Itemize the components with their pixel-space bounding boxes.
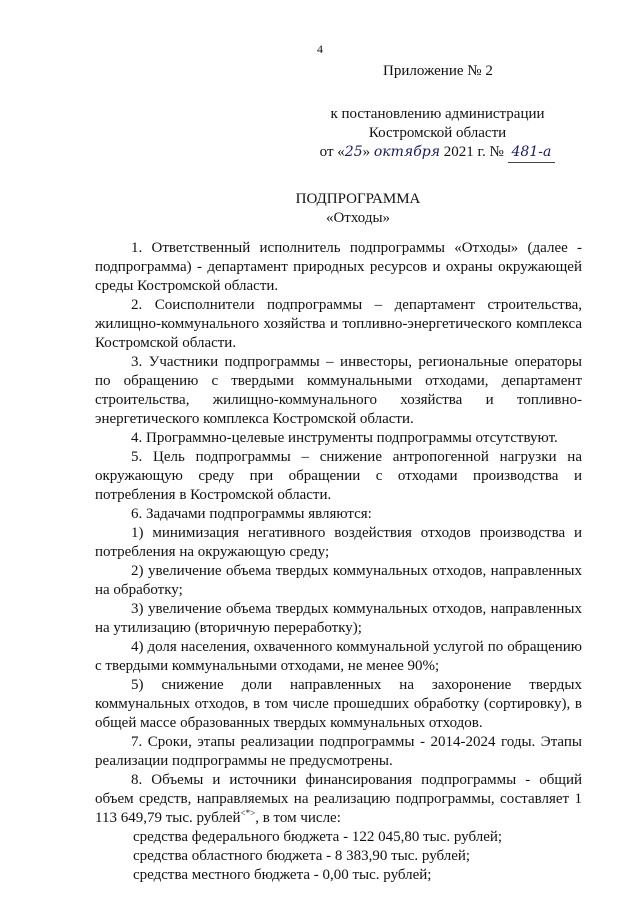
money-line-federal: средства федерального бюджета - 122 045,80 тыс. рублей; (133, 829, 503, 845)
date-prefix: от « (319, 144, 345, 160)
date-day-handwritten: 25 (344, 144, 363, 160)
financing-text-end: , в том числе: (255, 810, 341, 826)
paragraph: 3) увеличение объема твердых коммунальных отходов, направленных на утилизацию (вторичную переработку); (95, 601, 582, 636)
title-main: ПОДПРОГРАММА (295, 191, 421, 207)
decree-reference (300, 105, 575, 163)
paragraph: 2) увеличение объема твердых коммунальных отходов, направленных на обработку; (95, 563, 582, 598)
date-year: 2021 г. № (443, 144, 504, 160)
paragraph: 4) доля населения, охваченного коммунальной услугой по обращению с твердыми коммунальными отходами, не менее 90%; (95, 639, 582, 674)
decree-ref-line-1: к постановлению администрации (330, 106, 545, 122)
paragraph: 4. Программно-целевые инструменты подпрограммы отсутствуют. (131, 430, 558, 446)
page-number: 4 (317, 42, 323, 56)
title-sub: «Отходы» (325, 210, 391, 226)
paragraph: 7. Сроки, этапы реализации подпрограммы - 2014-2024 годы. Этапы реализации подпрограммы не предусмотрены. (95, 734, 582, 769)
paragraph: 1) минимизация негативного воздействия отходов производства и потребления на окружающую среду; (95, 525, 582, 560)
money-line-regional: средства областного бюджета - 8 383,90 тыс. рублей; (133, 848, 471, 864)
paragraph: 6. Задачами подпрограммы являются: (131, 506, 372, 522)
paragraph: 3. Участники подпрограммы – инвесторы, региональные операторы по обращению с твердыми коммунальными отходами, департамент строительства, жилищно-коммунального хозяйства и топливно-энергетического комплекса Костромской области. (95, 354, 582, 427)
paragraph: 2. Соисполнители подпрограммы – департамент строительства, жилищно-коммунального хозяйства и топливно-энергетического комплекса Костромской области. (95, 297, 582, 351)
decree-date-line (300, 143, 575, 163)
footnote-mark: <*> (240, 808, 256, 818)
financing-text-start: 8. Объемы и источники финансирования подпрограммы - общий объем средств, направляемых на реализацию подпрограммы, составляет 1 113 649,79 тыс. рублей (95, 772, 582, 826)
decree-ref-line-2: Костромской области (368, 125, 507, 141)
subprogram-title (0, 190, 640, 228)
paragraph: 5) снижение доли направленных на захоронение твердых коммунальных отходов, в том числе прошедших обработку (сортировку), в общей массе образованных твердых коммунальных отходов. (95, 677, 582, 731)
date-month-handwritten: октября (373, 144, 440, 160)
financing-paragraph (95, 771, 582, 828)
paragraph: 5. Цель подпрограммы – снижение антропогенной нагрузки на окружающую среду при обращении с отходами производства и потребления в Костромской области. (95, 449, 582, 503)
money-line-local: средства местного бюджета - 0,00 тыс. рублей; (133, 867, 432, 883)
date-mid: » (362, 144, 371, 160)
document-body (95, 239, 582, 885)
doc-number-handwritten: 481-а (508, 143, 556, 163)
appendix-label: Приложение № 2 (383, 63, 493, 79)
paragraph: 1. Ответственный исполнитель подпрограммы «Отходы» (далее - подпрограмма) - департамент природных ресурсов и охраны окружающей среды Костромской области. (95, 240, 582, 294)
